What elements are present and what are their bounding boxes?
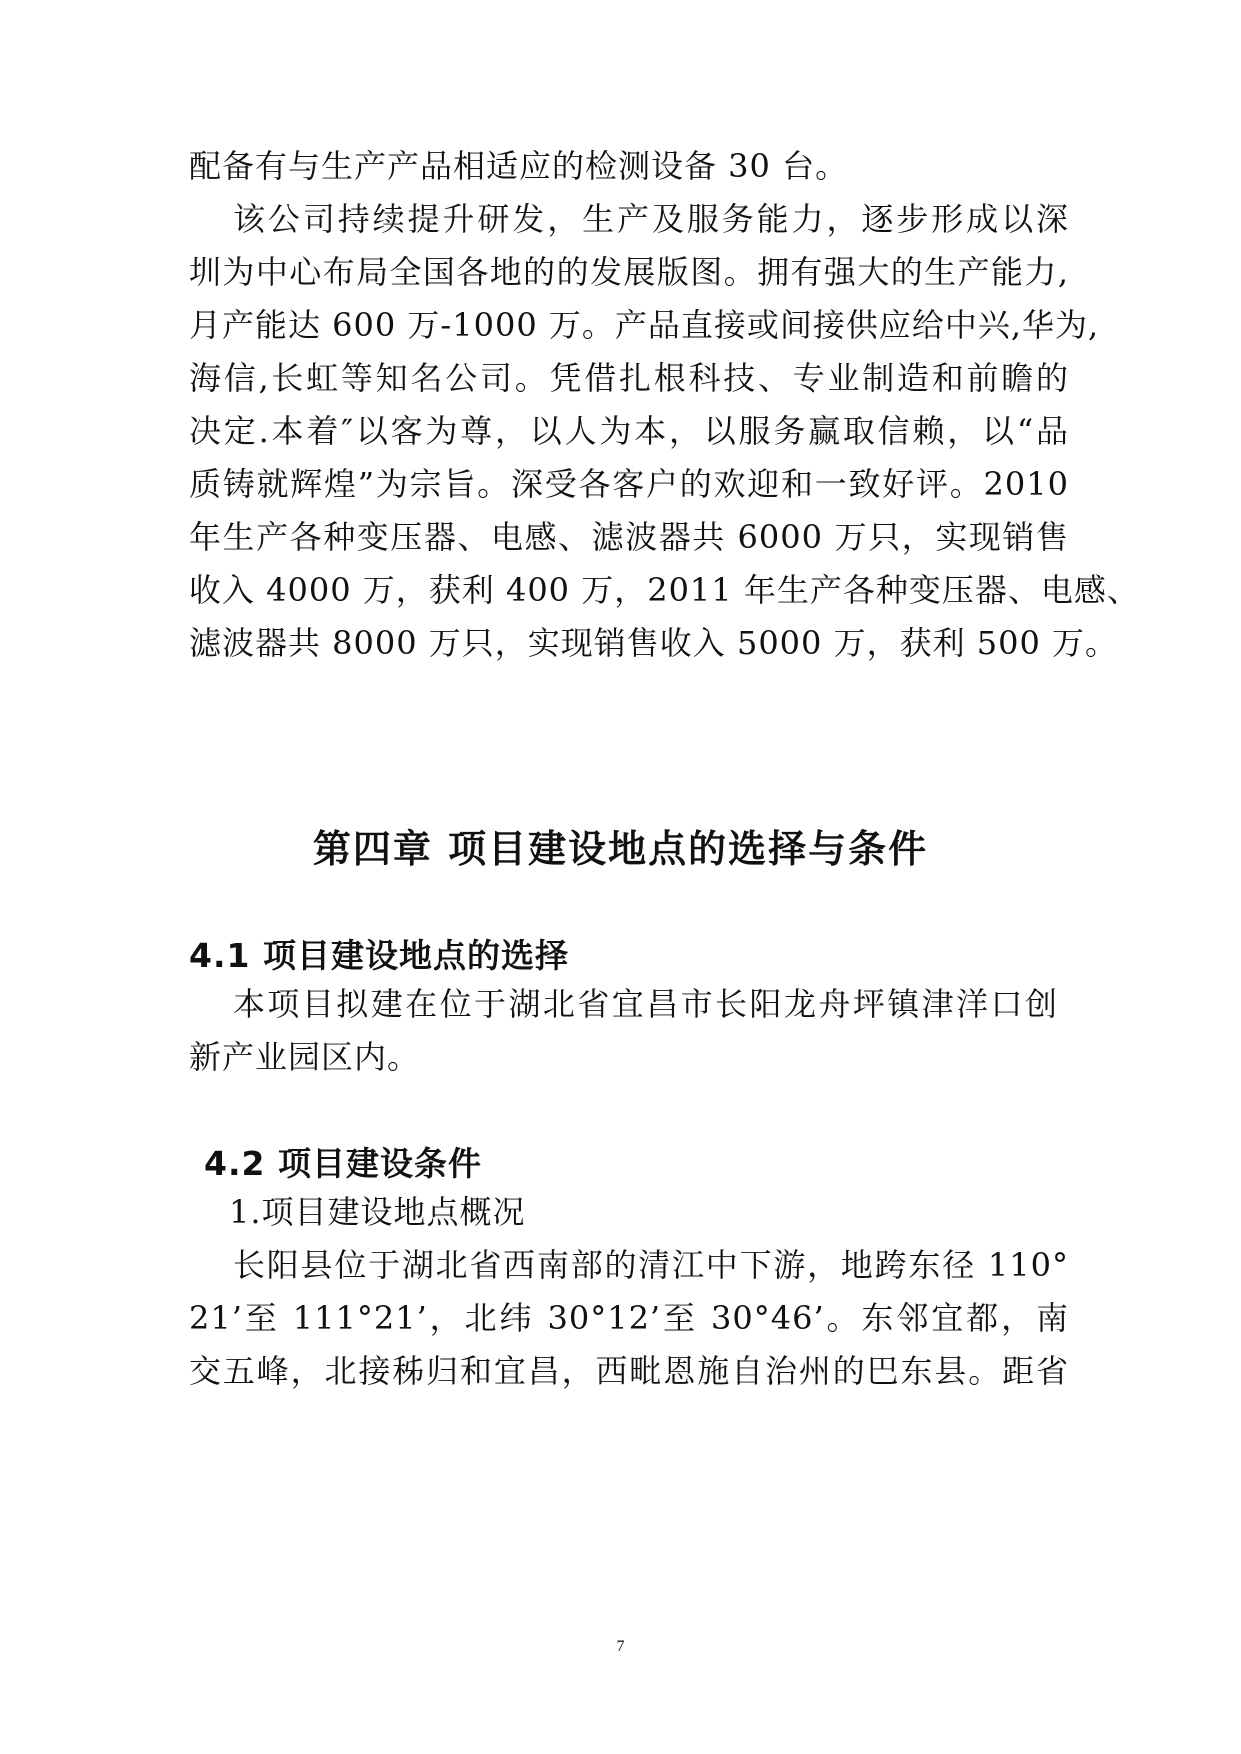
paragraph-line: 收入 4000 万，获利 400 万，2011 年生产各种变压器、电感、 <box>189 571 1140 609</box>
paragraph-line: 21’至 111°21’，北纬 30°12’至 30°46’。东邻宜都，南 <box>189 1299 1069 1337</box>
paragraph-line: 决定.本着″以客为尊，以人为本，以服务赢取信赖，以“品 <box>189 412 1069 450</box>
paragraph-line: 新产业园区内。 <box>189 1038 421 1076</box>
paragraph-line: 圳为中心布局全国各地的的发展版图。拥有强大的生产能力, <box>189 253 1069 291</box>
paragraph-line: 滤波器共 8000 万只，实现销售收入 5000 万，获利 500 万。 <box>189 624 1118 662</box>
page-number: 7 <box>616 1638 625 1655</box>
chapter-title: 第四章 项目建设地点的选择与条件 <box>312 827 929 871</box>
paragraph-line: 月产能达 600 万-1000 万。产品直接或间接供应给中兴,华为, <box>189 306 1100 344</box>
paragraph-line: 质铸就辉煌”为宗旨。深受各客户的欢迎和一致好评。2010 <box>189 465 1069 503</box>
paragraph-line: 配备有与生产产品相适应的检测设备 30 台。 <box>189 147 849 185</box>
subheading: 1.项目建设地点概况 <box>229 1193 526 1231</box>
paragraph-line: 本项目拟建在位于湖北省宜昌市长阳龙舟坪镇津洋口创 <box>233 985 1058 1023</box>
paragraph-line: 交五峰，北接秭归和宜昌，西毗恩施自治州的巴东县。距省 <box>189 1352 1069 1390</box>
paragraph-line: 海信,长虹等知名公司。凭借扎根科技、专业制造和前瞻的 <box>189 359 1069 397</box>
section-heading-4-1: 4.1 项目建设地点的选择 <box>189 936 569 975</box>
paragraph-line: 该公司持续提升研发，生产及服务能力，逐步形成以深 <box>233 200 1069 238</box>
section-heading-4-2: 4.2 项目建设条件 <box>204 1144 482 1183</box>
paragraph-line: 年生产各种变压器、电感、滤波器共 6000 万只，实现销售 <box>189 518 1069 556</box>
paragraph-line: 长阳县位于湖北省西南部的清江中下游，地跨东径 110° <box>233 1246 1069 1284</box>
